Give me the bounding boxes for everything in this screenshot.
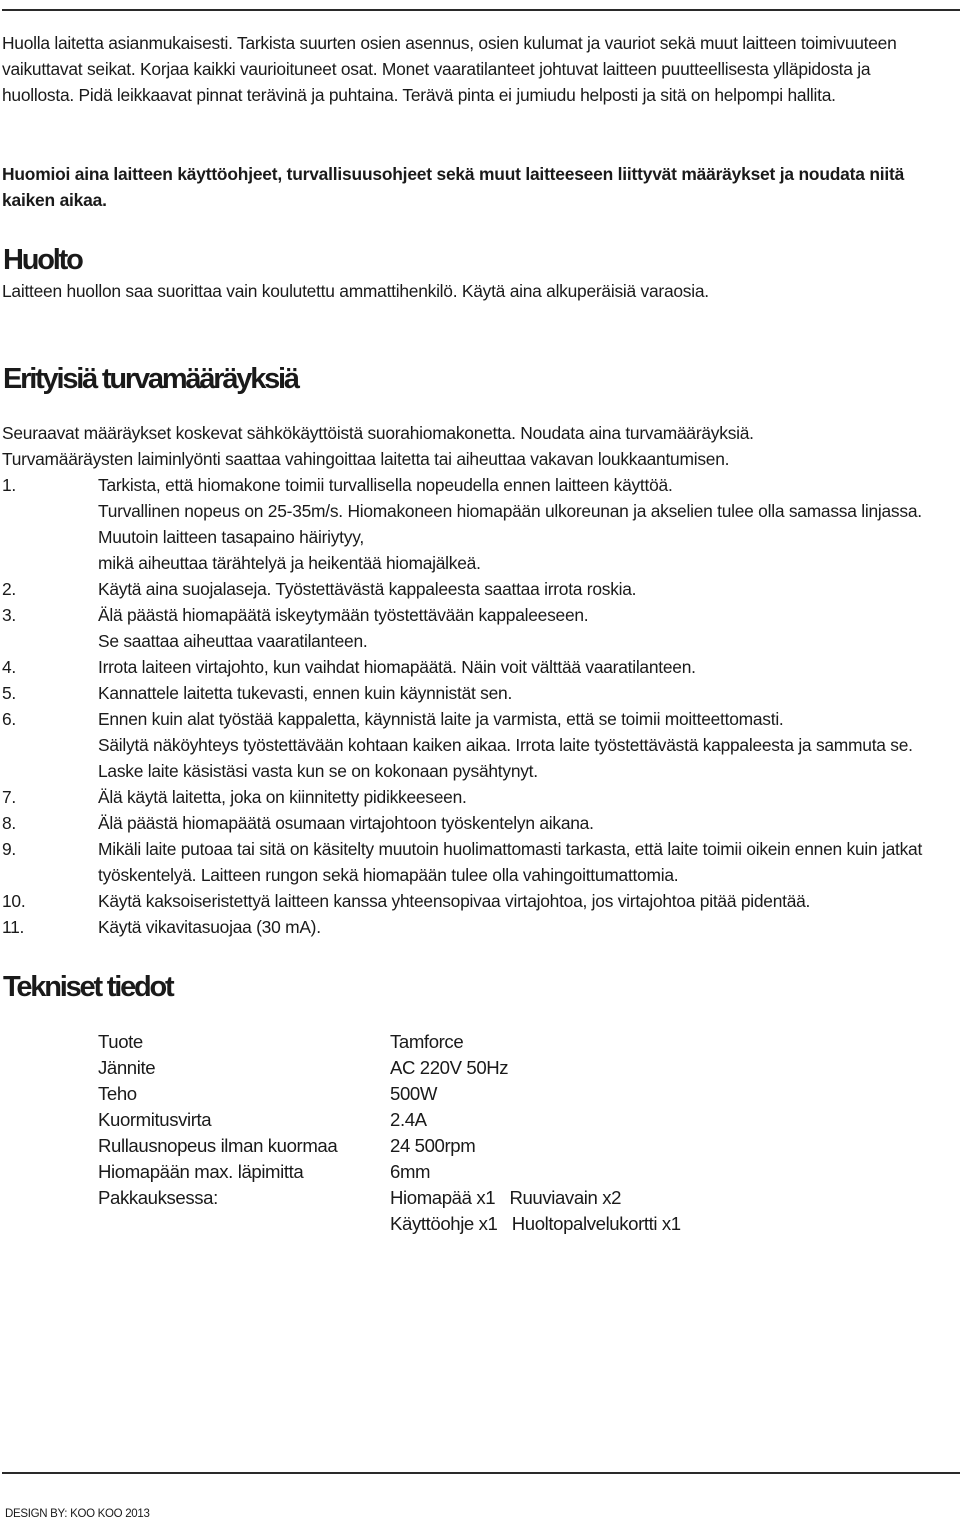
list-line: Käytä kaksoiseristettyä laitteen kanssa yhteensopivaa virtajohtoa, jos virtajohtoa pitää pidentää. (98, 891, 811, 911)
section-heading-turvamaaraykset: Erityisiä turvamääräyksiä (3, 363, 298, 395)
list-item (2, 576, 930, 602)
list-line: Se saattaa aiheuttaa vaaratilanteen. (98, 631, 368, 651)
list-number: 5. (2, 683, 17, 703)
list-number: 8. (2, 813, 17, 833)
spec-label (98, 1211, 390, 1237)
section-heading-tekniset-tiedot: Tekniset tiedot (3, 971, 173, 1003)
safety-intro-line: Seuraavat määräykset koskevat sähkökäyttöistä suorahiomakonetta. Noudata aina turvamääräyksiä. (2, 423, 754, 443)
list-number: 11. (2, 917, 25, 937)
spec-value: 6mm (390, 1161, 431, 1182)
spec-label: Hiomapään max. läpimitta (98, 1161, 304, 1182)
huolto-text: Laitteen huollon saa suorittaa vain koulutettu ammattihenkilö. Käytä aina alkuperäisiä varaosia. (2, 281, 709, 301)
spec-value: Käyttöohje x1 Huoltopalvelukortti x1 (390, 1213, 681, 1234)
list-item (2, 810, 930, 836)
list-text (98, 836, 930, 888)
spec-label: Kuormitusvirta (98, 1109, 212, 1130)
list-line: Ennen kuin alat työstää kappaletta, käynnistä laite ja varmista, että se toimii moitteettomasti. (98, 709, 784, 729)
safety-rules (2, 420, 930, 940)
list-text (98, 576, 930, 602)
list-number: 9. (2, 839, 17, 859)
list-line: Irrota laiteen virtajohto, kun vaihdat hiomapäätä. Näin voit välttää vaaratilanteen. (98, 657, 696, 677)
list-line: Mikäli laite putoaa tai sitä on käsitelty muutoin huolimattomasti tarkasta, että laite toimii oikein ennen kuin jatkat työskentelyä. Laitteen rungon sekä hiomapään tulee olla vahingoittumattomia. (98, 839, 923, 885)
list-line: Älä käytä laitetta, joka on kiinnitetty pidikkeeseen. (98, 787, 467, 807)
spec-label: Tuote (98, 1031, 143, 1052)
list-number: 10. (2, 891, 26, 911)
table-row (98, 1107, 930, 1133)
list-number: 2. (2, 579, 17, 599)
list-item (2, 706, 930, 784)
spec-label: Teho (98, 1083, 137, 1104)
intro-paragraph: Huolla laitetta asianmukaisesti. Tarkista suurten osien asennus, osien kulumat ja vauriot sekä muut laitteen toimivuuteen vaikuttavat seikat. Korjaa kaikki vaurioituneet osat. Monet vaaratilanteet johtuvat laitteen puutteellisesta ylläpidosta ja huollosta. Pidä leikkaavat pinnat terävinä ja puhtaina. Terävä pinta ei jumiudu helposti ja sitä on helpompi hallita. (2, 33, 897, 105)
table-row (98, 1055, 930, 1081)
table-row (98, 1159, 930, 1185)
spec-label: Pakkauksessa: (98, 1187, 218, 1208)
list-text (98, 706, 930, 784)
list-line: Kannattele laitetta tukevasti, ennen kuin käynnistät sen. (98, 683, 513, 703)
list-number: 3. (2, 605, 17, 625)
spec-label: Jännite (98, 1057, 156, 1078)
list-text (98, 680, 930, 706)
table-row (98, 1211, 930, 1237)
table-row (98, 1133, 930, 1159)
list-number: 6. (2, 709, 17, 729)
spec-value: Tamforce (390, 1031, 464, 1052)
list-number: 1. (2, 475, 17, 495)
list-item (2, 836, 930, 888)
list-item (2, 602, 930, 654)
list-item (2, 888, 930, 914)
list-item (2, 914, 930, 940)
list-text (98, 654, 930, 680)
table-row (98, 1081, 930, 1107)
top-divider (2, 9, 960, 11)
list-line: Älä päästä hiomapäätä iskeytymään työstettävään kappaleeseen. (98, 605, 589, 625)
table-row (98, 1029, 930, 1055)
list-line: Säilytä näköyhteys työstettävään kohtaan kaiken aikaa. Irrota laite työstettävästä kappaleesta ja sammuta se. Laske laite käsistäsi vasta kun se on kokonaan pysähtynyt. (98, 735, 913, 781)
safety-intro-line: Turvamääräysten laiminlyönti saattaa vahingoittaa laitetta tai aiheuttaa vakavan loukkaantumisen. (2, 449, 730, 469)
list-text (98, 914, 930, 940)
list-item (2, 472, 930, 576)
list-item (2, 654, 930, 680)
list-text (98, 810, 930, 836)
list-number: 4. (2, 657, 17, 677)
bottom-divider (2, 1472, 960, 1474)
list-line: Tarkista, että hiomakone toimii turvallisella nopeudella ennen laitteen käyttöä. (98, 475, 673, 495)
list-text (98, 602, 930, 654)
design-credit: DESIGN BY: KOO KOO 2013 (5, 1508, 150, 1520)
spec-value: 500W (390, 1083, 437, 1104)
spec-value: Hiomapää x1 Ruuviavain x2 (390, 1187, 622, 1208)
list-line: Turvallinen nopeus on 25-35m/s. Hiomakoneen hiomapään ulkoreunan ja akselien tulee olla samassa linjassa. Muutoin laitteen tasapaino häiriytyy, (98, 501, 922, 547)
spec-table (98, 1029, 930, 1237)
section-heading-huolto: Huolto (3, 244, 82, 276)
list-line: Käytä vikavitasuojaa (30 mA). (98, 917, 321, 937)
table-row (98, 1185, 930, 1211)
list-line: Käytä aina suojalaseja. Työstettävästä kappaleesta saattaa irrota roskia. (98, 579, 637, 599)
list-number: 7. (2, 787, 17, 807)
list-item (2, 784, 930, 810)
spec-label: Rullausnopeus ilman kuormaa (98, 1135, 338, 1156)
list-text (98, 472, 930, 576)
spec-value: 24 500rpm (390, 1135, 476, 1156)
list-line: mikä aiheuttaa tärähtelyä ja heikentää hiomajälkeä. (98, 553, 481, 573)
list-text (98, 784, 930, 810)
spec-value: 2.4A (390, 1109, 427, 1130)
list-text (98, 888, 930, 914)
list-item (2, 680, 930, 706)
spec-value: AC 220V 50Hz (390, 1057, 509, 1078)
safety-notice: Huomioi aina laitteen käyttöohjeet, turvallisuusohjeet sekä muut laitteeseen liittyvät määräykset ja noudata niitä kaiken aikaa. (2, 164, 905, 210)
list-line: Älä päästä hiomapäätä osumaan virtajohtoon työskentelyn aikana. (98, 813, 594, 833)
